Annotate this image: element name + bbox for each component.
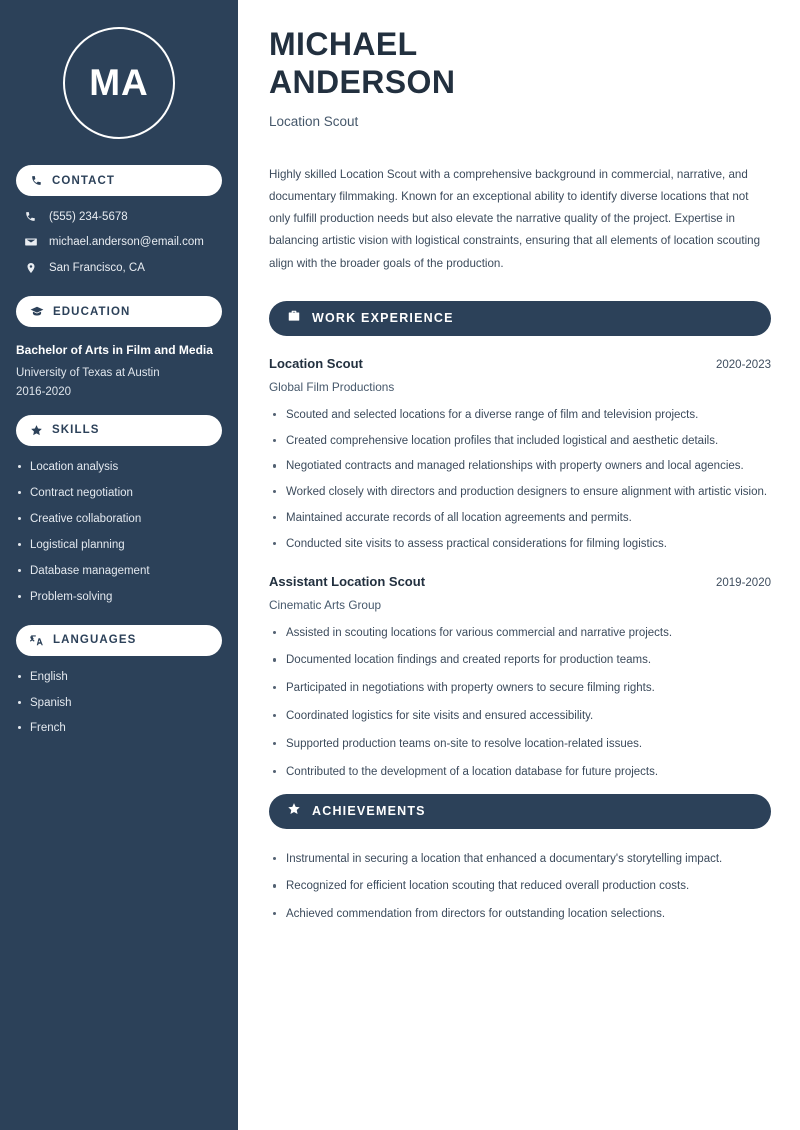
- education-degree: Bachelor of Arts in Film and Media: [16, 343, 213, 357]
- list-item: Contributed to the development of a location database for future projects.: [269, 764, 771, 782]
- languages-list: [16, 670, 222, 737]
- contact-item-phone: [16, 210, 222, 223]
- section-title-skills: SKILLS: [52, 424, 100, 437]
- list-item: Worked closely with directors and production designers to ensure alignment with artistic vision.: [269, 484, 771, 502]
- section-header-contact: [16, 165, 222, 196]
- job-dates: 2020-2023: [716, 358, 771, 371]
- education-school: University of Texas at Austin: [16, 367, 160, 379]
- section-title-education: EDUCATION: [53, 305, 131, 318]
- list-item: Documented location findings and created reports for production teams.: [269, 652, 771, 670]
- list-item: Assisted in scouting locations for various commercial and narrative projects.: [269, 625, 771, 643]
- job-bullets: [269, 407, 771, 554]
- list-item: Coordinated logistics for site visits and ensured accessibility.: [269, 708, 771, 726]
- list-item: Maintained accurate records of all location agreements and permits.: [269, 510, 771, 528]
- job-role-subtitle: Location Scout: [269, 113, 359, 129]
- contact-location-value: San Francisco, CA: [49, 262, 145, 274]
- list-item: Instrumental in securing a location that enhanced a documentary's storytelling impact.: [269, 851, 771, 869]
- job-entry: [269, 574, 771, 782]
- job-dates: 2019-2020: [716, 576, 771, 589]
- section-header-work-experience: [269, 301, 771, 336]
- skills-block: [0, 460, 238, 605]
- phone-icon: [23, 210, 38, 223]
- star-icon: [287, 802, 301, 821]
- avatar: MA: [63, 27, 175, 139]
- contact-phone-value: (555) 234-5678: [49, 210, 128, 223]
- job-title: Assistant Location Scout: [269, 573, 426, 589]
- last-name: ANDERSON: [269, 63, 456, 100]
- translate-icon: [30, 633, 44, 647]
- map-pin-icon: [23, 261, 38, 275]
- list-item: Conducted site visits to assess practical considerations for filming logistics.: [269, 536, 771, 554]
- list-item: English: [16, 670, 222, 685]
- list-item: Creative collaboration: [16, 512, 222, 527]
- briefcase-icon: [287, 309, 301, 328]
- list-item: French: [16, 721, 222, 736]
- list-item: Location analysis: [16, 460, 222, 475]
- list-item: Scouted and selected locations for a diverse range of film and television projects.: [269, 407, 771, 425]
- phone-icon: [30, 174, 43, 187]
- section-header-languages: [16, 625, 222, 656]
- section-header-education: [16, 296, 222, 327]
- education-block: [0, 341, 238, 402]
- star-icon: [30, 424, 43, 437]
- contact-email-value: michael.anderson@email.com: [49, 236, 204, 248]
- job-entry: [269, 356, 771, 554]
- education-dates: 2016-2020: [16, 385, 71, 398]
- list-item: Created comprehensive location profiles that included logistical and aesthetic details.: [269, 433, 771, 451]
- languages-block: [0, 670, 238, 737]
- section-title-languages: LANGUAGES: [53, 634, 137, 647]
- list-item: Database management: [16, 564, 222, 579]
- list-item: Supported production teams on-site to resolve location-related issues.: [269, 736, 771, 754]
- section-title-work-experience: WORK EXPERIENCE: [312, 311, 454, 326]
- job-company: Cinematic Arts Group: [269, 597, 382, 612]
- section-title-achievements: ACHIEVEMENTS: [312, 804, 426, 818]
- list-item: Negotiated contracts and managed relationships with property owners and local agencies.: [269, 458, 771, 476]
- job-company: Global Film Productions: [269, 379, 395, 394]
- section-header-skills: [16, 415, 222, 446]
- first-name: MICHAEL: [269, 26, 418, 62]
- page-title: [269, 26, 771, 102]
- contact-item-location: [16, 261, 222, 275]
- job-header: [269, 356, 771, 371]
- main-content: [238, 0, 800, 1130]
- list-item: Logistical planning: [16, 538, 222, 553]
- envelope-icon: [23, 235, 38, 249]
- contact-list: [0, 210, 238, 275]
- list-item: Problem-solving: [16, 590, 222, 605]
- job-header: [269, 574, 771, 589]
- section-header-achievements: [269, 794, 771, 829]
- achievements-list: [269, 851, 771, 924]
- job-bullets: [269, 625, 771, 782]
- list-item: Recognized for efficient location scouting that reduced overall production costs.: [269, 878, 771, 896]
- list-item: Contract negotiation: [16, 486, 222, 501]
- job-title: Location Scout: [269, 355, 363, 371]
- skills-list: [16, 460, 222, 605]
- sidebar: [0, 0, 238, 1130]
- contact-item-email: [16, 235, 222, 249]
- graduation-cap-icon: [30, 305, 44, 319]
- list-item: Achieved commendation from directors for outstanding location selections.: [269, 906, 771, 924]
- section-title-contact: CONTACT: [52, 174, 116, 187]
- professional-summary: Highly skilled Location Scout with a comprehensive background in commercial, narrative, and documentary filmmaking. Known for an exceptional ability to identify diverse locations that not only fulfill production needs but also elevate the narrative quality of the project. Expertise in balancing artistic vision with logistical constraints, ensuring that all elements of location scouting align with the broader goals of the production.: [269, 167, 761, 270]
- avatar-wrapper: [0, 0, 238, 165]
- list-item: Participated in negotiations with property owners to secure filming rights.: [269, 680, 771, 698]
- list-item: Spanish: [16, 696, 222, 711]
